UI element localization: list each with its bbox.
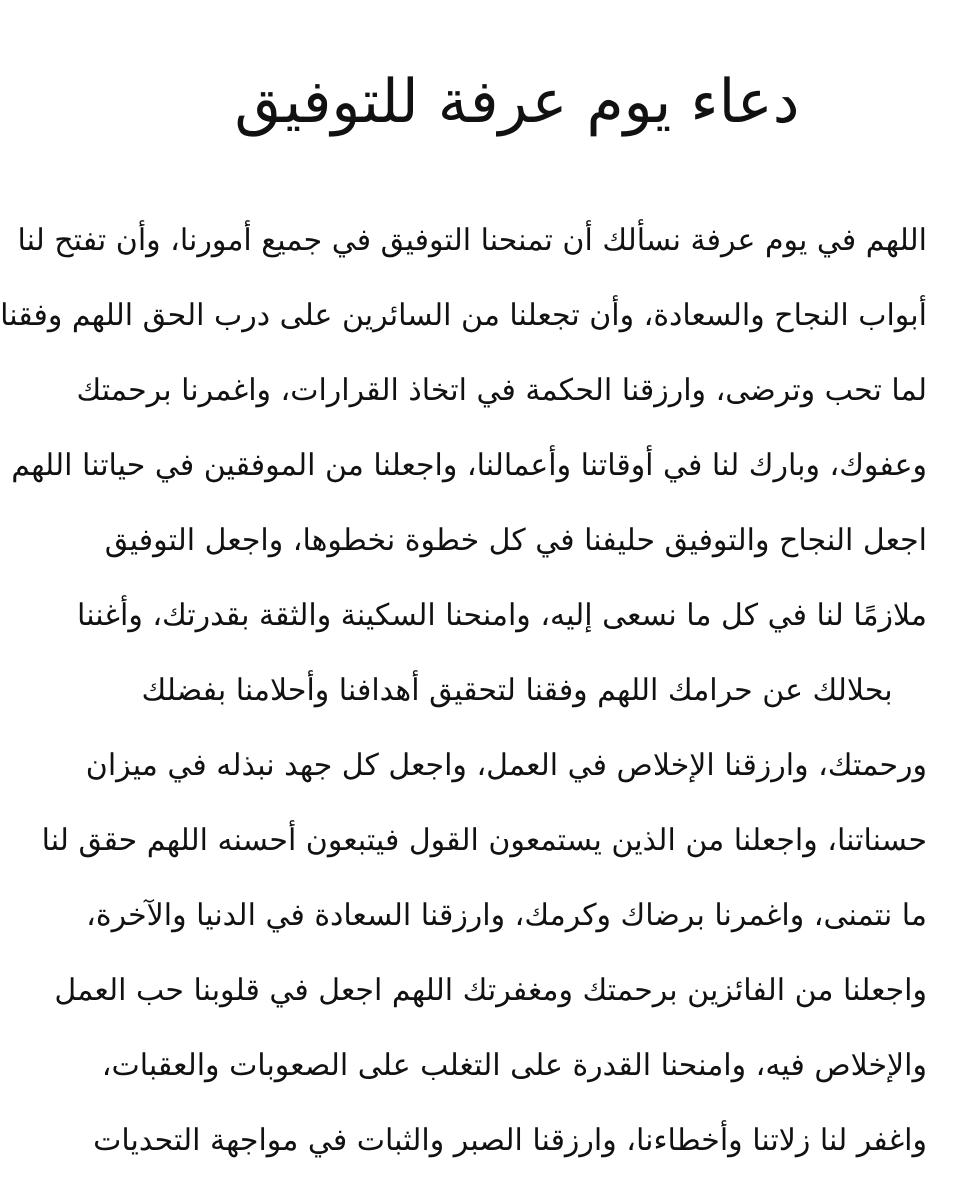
text-line: وعفوك، وبارك لنا في أوقاتنا وأعمالنا، واجعلنا من الموفقين في حياتنا اللهم xyxy=(11,448,927,483)
document-title: دعاء يوم عرفة للتوفيق xyxy=(234,67,800,137)
text-line: اللهم في يوم عرفة نسألك أن تمنحنا التوفيق في جميع أمورنا، وأن تفتح لنا xyxy=(17,223,927,258)
text-line: والإخلاص فيه، وامنحنا القدرة على التغلب على الصعوبات والعقبات، xyxy=(101,1048,927,1083)
prayer-text xyxy=(0,210,927,1185)
text-line: لما تحب وترضى، وارزقنا الحكمة في اتخاذ القرارات، واغمرنا برحمتك xyxy=(76,373,927,408)
text-line: واغفر لنا زلاتنا وأخطاءنا، وارزقنا الصبر والثبات في مواجهة التحديات xyxy=(93,1123,927,1158)
text-line: ورحمتك، وارزقنا الإخلاص في العمل، واجعل كل جهد نبذله في ميزان xyxy=(85,748,927,783)
text-line: أبواب النجاح والسعادة، وأن تجعلنا من السائرين على درب الحق اللهم وفقنا xyxy=(0,298,927,333)
text-line: واجعلنا من الفائزين برحمتك ومغفرتك اللهم اجعل في قلوبنا حب العمل xyxy=(54,973,927,1008)
text-line: ما نتمنى، واغمرنا برضاك وكرمك، وارزقنا السعادة في الدنيا والآخرة، xyxy=(86,898,927,933)
text-line: بحلالك عن حرامك اللهم وفقنا لتحقيق أهدافنا وأحلامنا بفضلك xyxy=(141,673,893,708)
text-line: ملازمًا لنا في كل ما نسعى إليه، وامنحنا السكينة والثقة بقدرتك، وأغننا xyxy=(77,598,927,633)
text-line: حسناتنا، واجعلنا من الذين يستمعون القول فيتبعون أحسنه اللهم حقق لنا xyxy=(41,823,927,858)
text-line: اجعل النجاح والتوفيق حليفنا في كل خطوة نخطوها، واجعل التوفيق xyxy=(104,523,927,558)
